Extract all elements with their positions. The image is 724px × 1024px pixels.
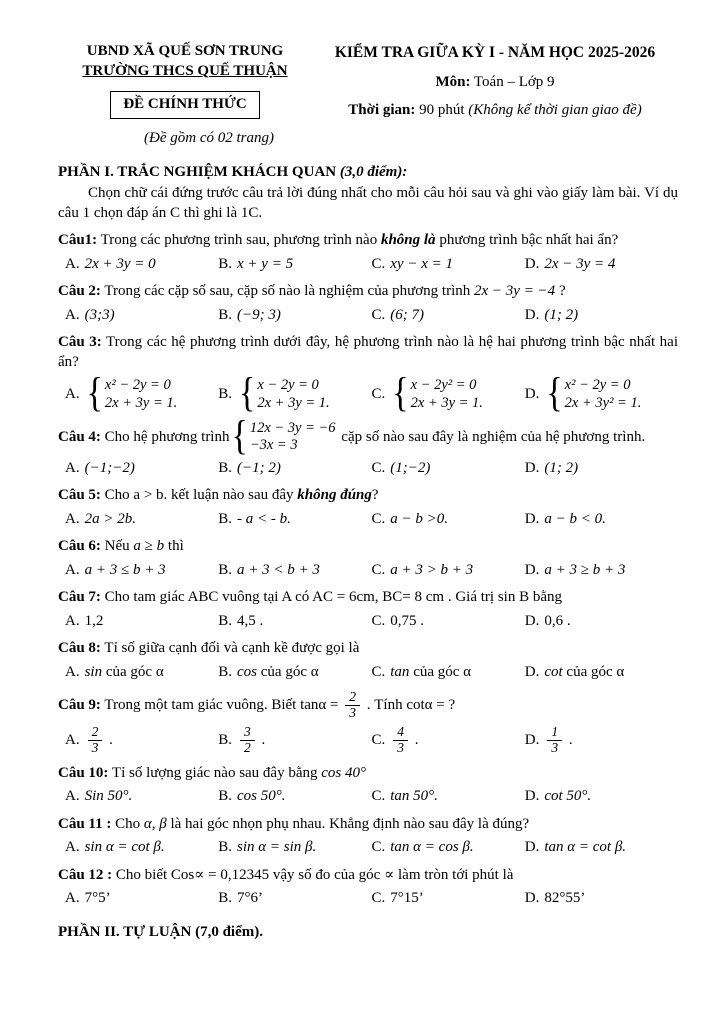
question-number: Câu 10: [58, 764, 109, 781]
question-text: Trong các phương trình sau, phương trình nào [97, 232, 381, 249]
exam-header [58, 42, 678, 120]
option-letter: C. [371, 510, 386, 527]
question-number: Câu 3: [58, 334, 102, 351]
option-letter: D. [524, 385, 540, 402]
question-math: cos 40° [321, 764, 366, 781]
option-a [65, 725, 218, 756]
option-value: 2a > 2b. [84, 510, 136, 527]
option-letter: D. [524, 890, 540, 907]
option-letter: B. [218, 510, 233, 527]
question-stem [58, 815, 678, 835]
option-d [525, 787, 678, 807]
fraction-denominator: 3 [349, 705, 356, 721]
option-value: xy − x = 1 [390, 255, 453, 272]
question-text: Cho a > b. kết luận nào sau đây [100, 487, 298, 504]
option-b [218, 787, 371, 807]
fraction-numerator: 3 [240, 725, 255, 741]
question-number: Câu 12 : [58, 866, 113, 883]
org-name-line2: TRƯỜNG THCS QUẾ THUẬN [82, 62, 288, 79]
option-letter: A. [65, 839, 80, 856]
option-value: a + 3 > b + 3 [390, 561, 474, 578]
options-row [58, 725, 678, 756]
question-number: Câu 5: [58, 487, 101, 504]
option-c [372, 787, 525, 807]
question-stem [58, 231, 678, 251]
option-a [65, 889, 218, 909]
option-c [372, 510, 525, 530]
option-d [525, 255, 678, 275]
question-10 [58, 764, 678, 807]
question-number: Câu1: [58, 232, 98, 249]
option-c [372, 459, 525, 479]
option-letter: C. [371, 788, 386, 805]
option-a [65, 838, 218, 858]
fraction-denominator: 2 [244, 739, 251, 755]
option-value: cos 50°. [237, 788, 286, 805]
question-stem [58, 414, 678, 459]
question-text: cặp số nào sau đây là nghiệm của hệ phương trình. [337, 428, 646, 445]
question-stem [58, 486, 678, 506]
part1-heading-text: PHẦN I. TRẮC NGHIỆM KHÁCH QUAN [58, 163, 340, 180]
option-value: 2x − 3y = 4 [544, 255, 616, 272]
pages-note: (Đề gồm có 02 trang) [144, 130, 274, 147]
question-stem [58, 690, 678, 721]
option-value: của góc α [409, 663, 472, 680]
equation-line: x − 2y² = 0 [410, 377, 477, 394]
option-letter: C. [371, 255, 386, 272]
option-value: của góc α [562, 663, 625, 680]
option-c [372, 663, 525, 683]
option-value: 7°15’ [390, 890, 424, 907]
option-b [218, 510, 371, 530]
option-value: 0,6 . [544, 612, 571, 629]
option-a [65, 306, 218, 326]
question-2 [58, 282, 678, 325]
option-c [371, 371, 525, 416]
equation-line: 2x + 3y = 1. [257, 394, 330, 411]
fraction-denominator: 3 [551, 739, 559, 755]
option-letter: A. [65, 510, 80, 527]
option-letter: B. [218, 612, 233, 629]
option-value: 2x + 3y = 0 [84, 255, 156, 272]
question-text: thì [164, 538, 184, 555]
equation-system [231, 414, 336, 459]
option-d [525, 306, 678, 326]
option-a [65, 612, 218, 632]
option-b [218, 612, 371, 632]
option-letter: B. [218, 663, 233, 680]
question-stem [58, 333, 678, 372]
time-note: (Không kể thời gian giao đề) [468, 101, 642, 118]
option-value: (1; 2) [544, 306, 579, 323]
option-letter: B. [218, 890, 233, 907]
fraction-numerator: 2 [88, 725, 103, 741]
header-right-column [312, 42, 678, 120]
option-d [525, 561, 678, 581]
option-value: tan 50°. [390, 788, 438, 805]
option-letter: B. [218, 459, 233, 476]
question-text: phương trình bậc nhất hai ẩn? [435, 232, 619, 249]
question-emphasis: không là [380, 232, 436, 249]
question-12 [58, 866, 678, 909]
options-row [58, 889, 678, 909]
option-value: a + 3 ≤ b + 3 [84, 561, 166, 578]
question-math: 2x − 3y = −4 [474, 283, 556, 300]
option-value: cot 50°. [544, 788, 592, 805]
question-number: Câu 11 : [58, 815, 112, 832]
official-exam-box: ĐỀ CHÍNH THỨC [110, 91, 259, 119]
question-text: là hai góc nhọn phụ nhau. Khẳng định nào sau đây là đúng? [166, 815, 530, 832]
option-letter: A. [65, 561, 80, 578]
option-value: - a < - b. [237, 510, 291, 527]
option-letter: C. [371, 459, 386, 476]
option-value: (1; 2) [544, 459, 579, 476]
part1-instructions: Chọn chữ cái đứng trước câu trả lời đúng nhất cho mỗi câu hỏi sau và ghi vào giấy làm bài. Ví dụ câu 1 chọn đáp án C thì ghi là 1C. [58, 185, 678, 221]
question-text: Trong các hệ phương trình dưới đây, hệ phương trình nào là hệ hai phương trình bậc nhất hai ẩn? [58, 334, 679, 370]
option-value: 7°5’ [84, 890, 111, 907]
time-value: 90 phút [415, 101, 469, 118]
option-b [218, 255, 371, 275]
option-letter: A. [65, 459, 80, 476]
trig-function: tan [390, 663, 410, 680]
option-value: a − b < 0. [544, 510, 606, 527]
option-value: (1;−2) [390, 459, 431, 476]
question-text: Cho hệ phương trình [100, 428, 230, 445]
option-letter: D. [524, 459, 540, 476]
option-letter: B. [218, 385, 233, 402]
equation-line: 2x + 3y = 1. [410, 394, 483, 411]
fraction [240, 725, 255, 756]
option-letter: D. [524, 839, 540, 856]
option-value: 0,75 . [390, 612, 425, 629]
question-text: Cho [111, 815, 144, 832]
option-letter: C. [371, 385, 386, 402]
option-value: Sin 50°. [84, 788, 133, 805]
question-4 [58, 414, 678, 478]
fraction-numerator: 4 [393, 725, 408, 741]
question-11 [58, 815, 678, 858]
question-number: Câu 9: [58, 696, 101, 713]
option-value: sin α = cot β. [84, 839, 165, 856]
option-letter: C. [371, 890, 386, 907]
subject-label: Môn: [435, 74, 471, 91]
option-value: tan α = cot β. [544, 839, 627, 856]
question-stem [58, 282, 678, 302]
left-brace-icon: { [239, 371, 256, 416]
option-d [525, 838, 678, 858]
option-letter: A. [65, 663, 80, 680]
option-c [372, 306, 525, 326]
equation-system [86, 371, 178, 416]
option-value: a + 3 ≥ b + 3 [544, 561, 626, 578]
option-letter: C. [371, 612, 386, 629]
question-stem [58, 639, 678, 659]
options-row [58, 838, 678, 858]
question-5 [58, 486, 678, 529]
exam-title: KIỂM TRA GIỮA KỲ I - NĂM HỌC 2025-2026 [334, 44, 656, 61]
option-c [372, 255, 525, 275]
option-letter: C. [371, 306, 386, 323]
question-emphasis: không đúng [297, 487, 372, 504]
option-letter: D. [524, 306, 540, 323]
fraction [88, 725, 103, 756]
option-value: (−1; 2) [237, 459, 281, 476]
org-name-line1: UBND XÃ QUẾ SƠN TRUNG [86, 43, 284, 59]
option-letter: A. [65, 788, 80, 805]
option-suffix: . [565, 731, 573, 748]
left-brace-icon: { [546, 371, 563, 416]
question-text: Tỉ số giữa cạnh đối và cạnh kề được gọi là [100, 640, 360, 657]
option-letter: D. [524, 255, 540, 272]
option-a [65, 663, 218, 683]
fraction-denominator: 3 [91, 739, 99, 755]
options-row [58, 663, 678, 683]
option-a [65, 255, 218, 275]
option-letter: D. [524, 510, 540, 527]
fraction-numerator: 1 [547, 725, 562, 741]
option-c [372, 725, 525, 756]
equation-line: −3x = 3 [249, 437, 298, 454]
option-letter: A. [65, 890, 80, 907]
trig-function: cot [544, 663, 563, 680]
option-letter: A. [65, 731, 80, 748]
options-row [58, 561, 678, 581]
time-label: Thời gian: [348, 101, 416, 118]
option-value: sin α = sin β. [237, 839, 317, 856]
option-d [525, 612, 678, 632]
options-row [58, 371, 678, 416]
fraction-denominator: 3 [397, 739, 405, 755]
options-row [58, 612, 678, 632]
option-a [65, 561, 218, 581]
options-row [58, 510, 678, 530]
left-brace-icon: { [86, 371, 103, 416]
option-d [525, 725, 678, 756]
equation-system [392, 371, 483, 416]
question-number: Câu 7: [58, 589, 101, 606]
option-letter: D. [524, 612, 540, 629]
option-suffix: . [105, 731, 113, 748]
option-c [372, 561, 525, 581]
trig-function: cos [237, 663, 258, 680]
option-letter: B. [218, 839, 233, 856]
option-letter: A. [65, 612, 80, 629]
option-c [372, 838, 525, 858]
part2-heading: PHẦN II. TỰ LUẬN (7,0 điểm). [58, 923, 263, 940]
options-row [58, 306, 678, 326]
equation-system [239, 371, 330, 416]
option-letter: A. [65, 385, 80, 402]
question-number: Câu 4: [58, 428, 101, 445]
question-text: ? [555, 283, 566, 300]
option-letter: C. [371, 839, 386, 856]
question-text: Trong một tam giác vuông. Biết tanα = [100, 696, 343, 713]
question-text: Nếu [100, 538, 134, 555]
trig-function: sin [84, 663, 103, 680]
option-letter: C. [371, 561, 386, 578]
option-letter: C. [371, 663, 386, 680]
option-b [218, 459, 371, 479]
option-value: a − b >0. [390, 510, 449, 527]
option-value: 7°6’ [237, 890, 264, 907]
option-b [218, 725, 371, 756]
option-value: của góc α [102, 663, 164, 680]
equation-line: 2x + 3y = 1. [104, 394, 178, 411]
option-b [218, 306, 371, 326]
option-letter: B. [218, 306, 233, 323]
question-text: Cho tam giác ABC vuông tại A có AC = 6cm, BC= 8 cm . Giá trị sin B bằng [100, 589, 562, 606]
option-letter: D. [524, 788, 540, 805]
option-suffix: . [411, 731, 419, 748]
options-row [58, 255, 678, 275]
option-d [525, 459, 678, 479]
time-line [312, 101, 678, 121]
part1-points: (3,0 điểm): [339, 163, 408, 180]
option-value: tan α = cos β. [390, 839, 474, 856]
equation-line: 2x + 3y² = 1. [564, 394, 642, 411]
option-b [218, 838, 371, 858]
option-c [372, 612, 525, 632]
option-letter: D. [524, 561, 540, 578]
fraction [345, 690, 360, 721]
question-text: . Tính cotα = ? [362, 696, 456, 713]
option-value: (−9; 3) [237, 306, 281, 323]
subject-value: Toán – Lớp 9 [470, 74, 555, 91]
option-value: 4,5 . [237, 612, 264, 629]
option-letter: B. [218, 788, 233, 805]
equation-line: x² − 2y = 0 [104, 377, 171, 394]
option-letter: A. [65, 255, 80, 272]
question-number: Câu 6: [58, 538, 101, 555]
option-a [65, 510, 218, 530]
option-value: x + y = 5 [237, 255, 294, 272]
option-b [218, 889, 371, 909]
fraction [547, 725, 562, 756]
option-letter: B. [218, 731, 233, 748]
option-a [65, 459, 218, 479]
equation-system [546, 371, 642, 416]
fraction [393, 725, 408, 756]
fraction-numerator: 2 [345, 690, 360, 706]
option-c [372, 889, 525, 909]
options-row [58, 787, 678, 807]
equation-line: 12x − 3y = −6 [249, 419, 336, 436]
question-math: α, β [143, 815, 167, 832]
option-value: 1,2 [84, 612, 104, 629]
option-value: (3;3) [84, 306, 115, 323]
option-value: (6; 7) [390, 306, 425, 323]
option-d [524, 371, 678, 416]
option-b [218, 371, 371, 416]
question-9 [58, 690, 678, 755]
question-stem [58, 537, 678, 557]
question-number: Câu 2: [58, 283, 101, 300]
options-row [58, 459, 678, 479]
option-a [65, 787, 218, 807]
equation-line: x − 2y = 0 [257, 377, 319, 394]
option-letter: B. [218, 561, 233, 578]
question-text: Cho biết Cos∝ = 0,12345 vậy số đo của góc ∝ làm tròn tới phút là [112, 866, 514, 883]
option-a [65, 371, 218, 416]
question-stem [58, 866, 678, 886]
option-value: 82°55’ [544, 890, 586, 907]
left-brace-icon: { [392, 371, 409, 416]
question-text: Trong các cặp số sau, cặp số nào là nghiệm của phương trình [100, 283, 474, 300]
question-number: Câu 8: [58, 640, 101, 657]
option-d [525, 889, 678, 909]
option-letter: C. [371, 731, 386, 748]
option-b [218, 561, 371, 581]
option-value: a + 3 < b + 3 [237, 561, 320, 578]
question-text: Tỉ số lượng giác nào sau đây bằng [108, 764, 322, 781]
question-1 [58, 231, 678, 274]
question-text: ? [371, 487, 379, 504]
part1-heading [58, 163, 678, 183]
option-suffix: . [257, 731, 266, 748]
question-3 [58, 333, 679, 416]
option-d [525, 510, 678, 530]
equation-line: x² − 2y = 0 [564, 377, 631, 394]
subject-line [312, 73, 678, 93]
option-b [218, 663, 371, 683]
option-letter: D. [524, 731, 540, 748]
left-brace-icon: { [231, 414, 248, 459]
option-letter: D. [524, 663, 540, 680]
option-letter: B. [218, 255, 233, 272]
option-value: của góc α [257, 663, 319, 680]
option-letter: A. [65, 306, 80, 323]
question-math: a ≥ b [133, 538, 165, 555]
header-left-column [58, 42, 312, 120]
question-7 [58, 588, 678, 631]
option-value: (−1;−2) [84, 459, 135, 476]
question-8 [58, 639, 678, 682]
option-d [525, 663, 678, 683]
question-stem [58, 588, 678, 608]
question-stem [58, 764, 678, 784]
question-6 [58, 537, 678, 580]
